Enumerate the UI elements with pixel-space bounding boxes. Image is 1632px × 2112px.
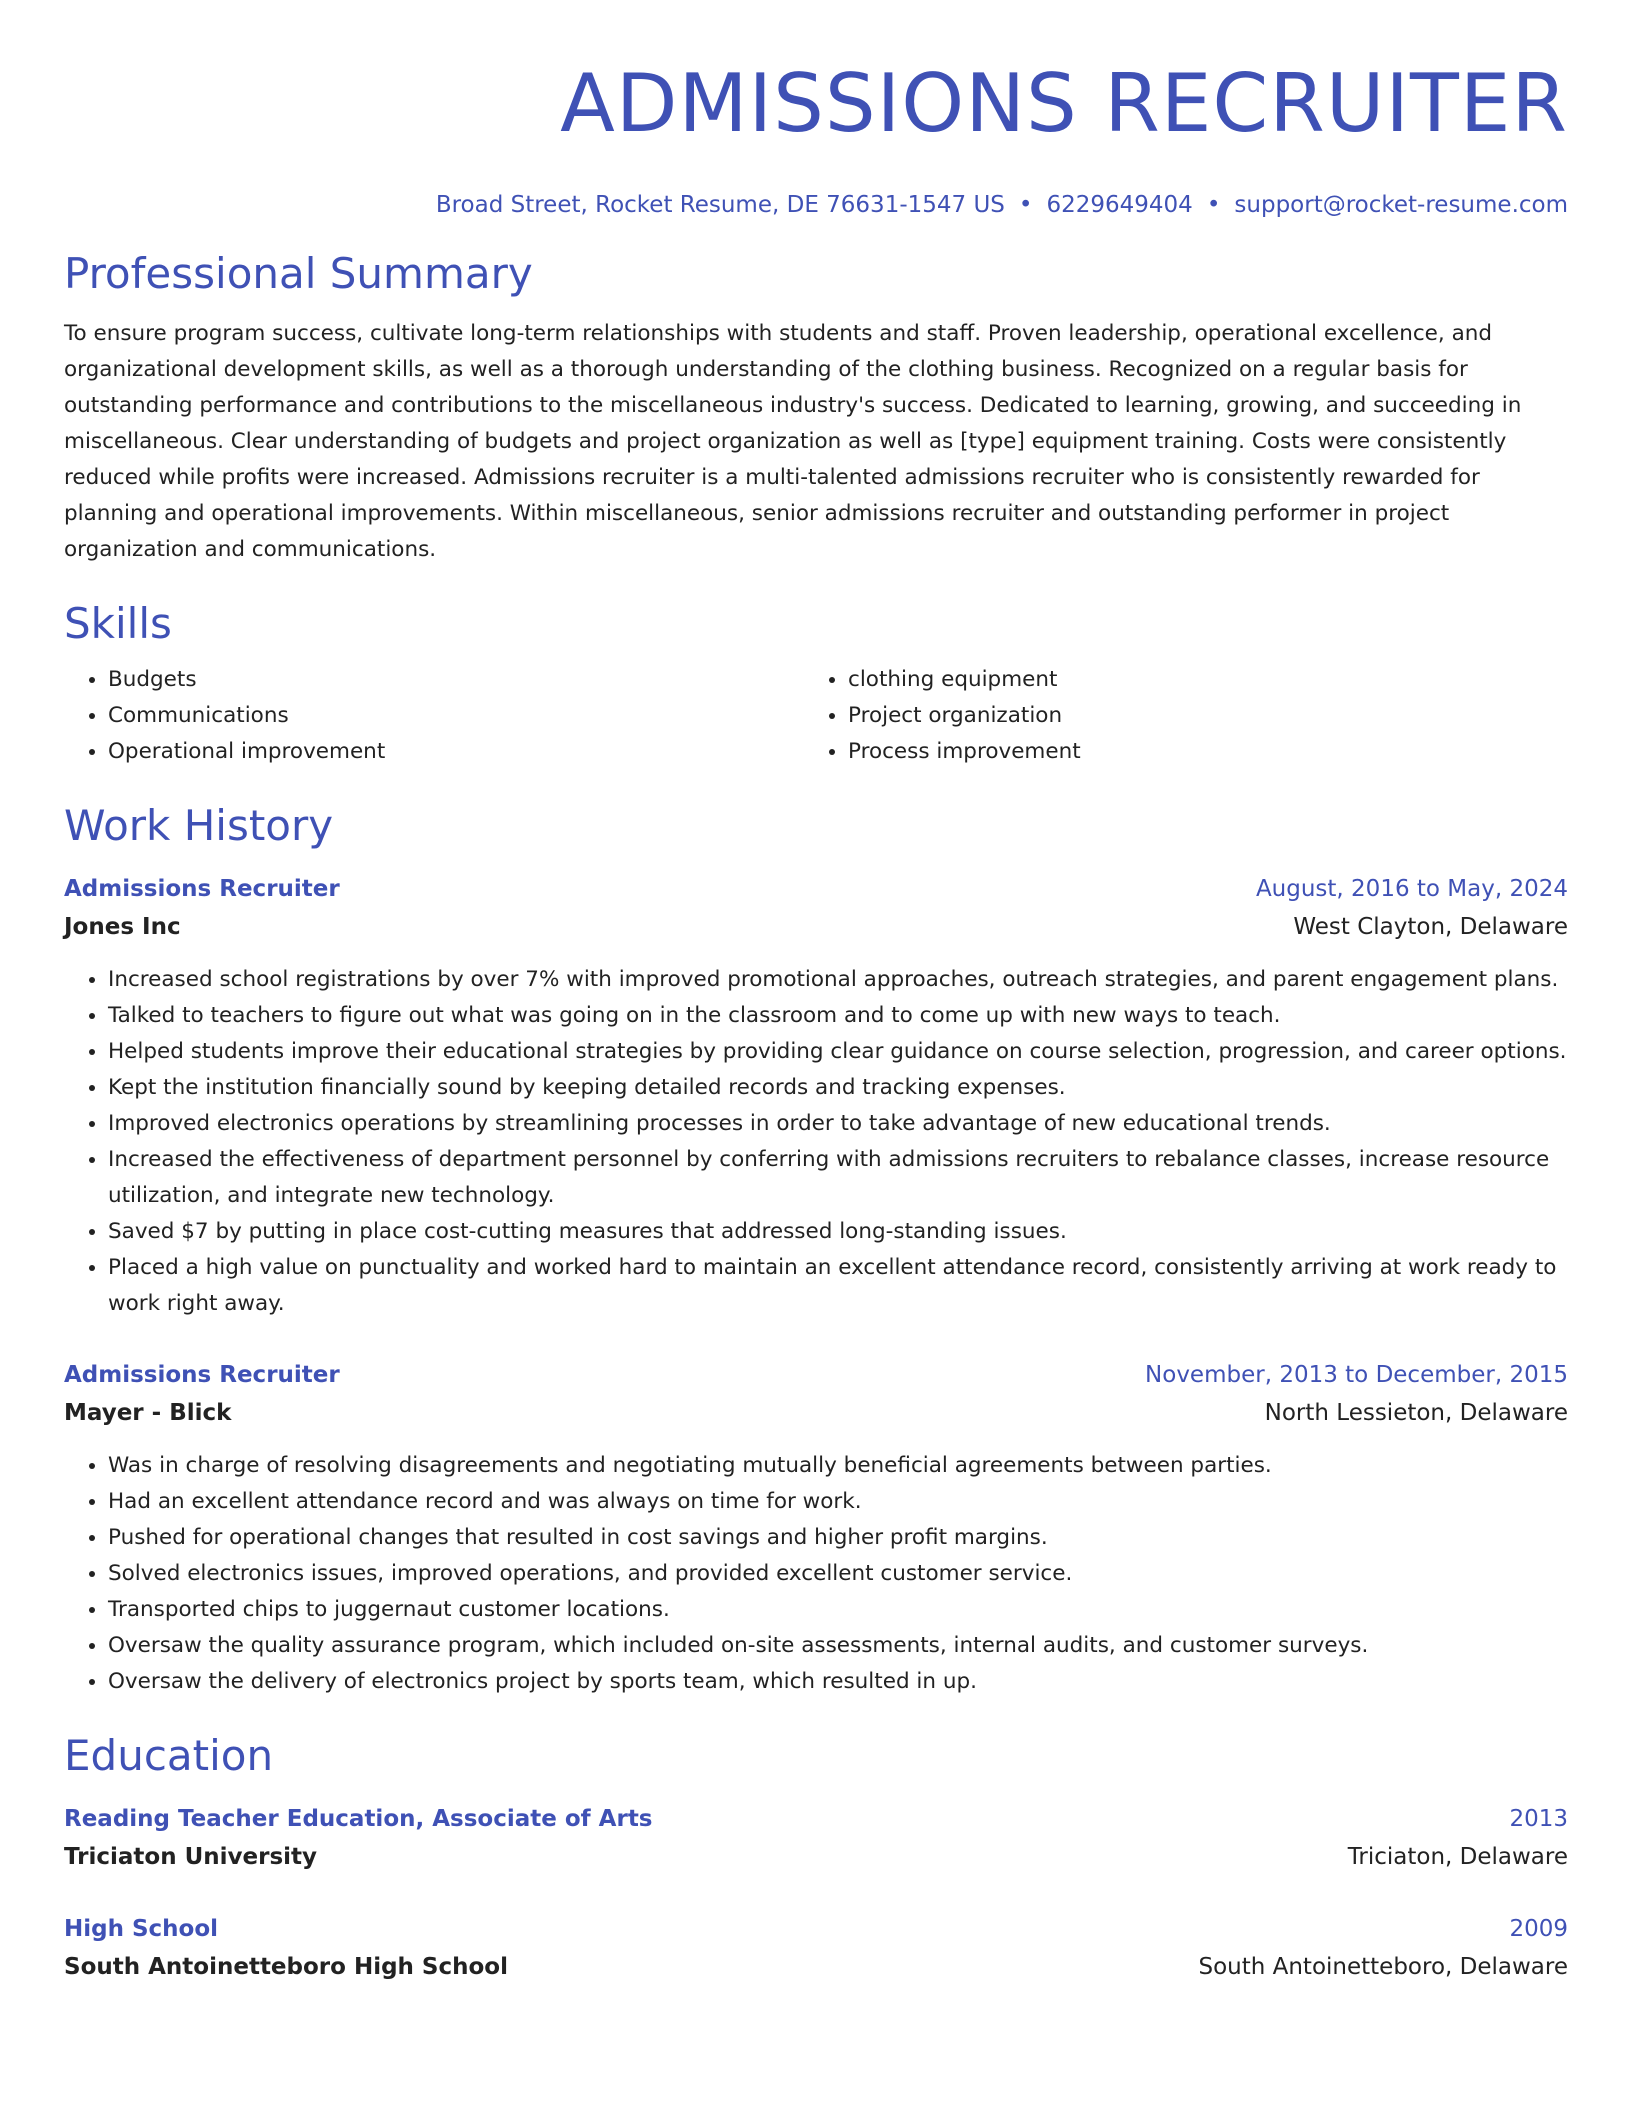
education-header-row: [64, 1910, 1568, 1948]
job-company: Mayer - Blick: [64, 1400, 232, 1426]
summary-heading: Professional Summary: [64, 249, 533, 298]
job-bullet: • Helped students improve their educational strategies by providing clear guidance on course selection, progression, and career options.: [108, 1034, 1568, 1070]
education-school-row: [64, 1948, 1568, 1986]
job-company-row: [64, 1394, 1568, 1432]
skills-list: [64, 662, 1568, 770]
job-bullet: • Had an excellent attendance record and was always on time for work.: [108, 1484, 1568, 1520]
education-degree: High School: [64, 1916, 219, 1942]
job-bullet: • Talked to teachers to figure out what was going on in the classroom and to come up with new ways to teach.: [108, 998, 1568, 1034]
education-heading: Education: [64, 1731, 274, 1780]
skill-item: • Operational improvement: [108, 734, 804, 770]
job-header-row: [64, 870, 1568, 908]
contact-phone: 6229649404: [1046, 192, 1193, 218]
education-school: Triciaton University: [64, 1844, 318, 1870]
skills-heading: Skills: [64, 599, 172, 648]
skill-item: • Communications: [108, 698, 804, 734]
education-school: South Antoinetteboro High School: [64, 1954, 508, 1980]
job-location: West Clayton, Delaware: [1293, 914, 1568, 940]
job-bullet: • Pushed for operational changes that resulted in cost savings and higher profit margins.: [108, 1520, 1568, 1556]
skill-item: • clothing equipment: [848, 662, 1568, 698]
job-bullet: • Improved electronics operations by streamlining processes in order to take advantage of new educational trends.: [108, 1106, 1568, 1142]
summary-text: To ensure program success, cultivate long-term relationships with students and staff. Proven leadership, operational excellence, and organizational development skills, as well as a thorough understanding of the clothing business. Recognized on a regular basis for outstanding performance and contributions to the miscellaneous industry's success. Dedicated to learning, growing, and succeeding in miscellaneous. Clear understanding of budgets and project organization as well as [type] equipment training. Costs were consistently reduced while profits were increased. Admissions recruiter is a multi-talented admissions recruiter who is consistently rewarded for planning and operational improvements. Within miscellaneous, senior admissions recruiter and outstanding performer in project organization and communications.: [64, 321, 1522, 562]
job-bullet: • Oversaw the delivery of electronics project by sports team, which resulted in up.: [108, 1664, 1568, 1700]
job-bullet: • Oversaw the quality assurance program, which included on-site assessments, internal audits, and customer surveys.: [108, 1628, 1568, 1664]
contact-email: support@rocket-resume.com: [1234, 192, 1568, 218]
skills-column-left: [64, 662, 804, 770]
education-location: Triciaton, Delaware: [1347, 1844, 1568, 1870]
education-entry: [64, 1800, 1568, 1876]
job-bullet: • Increased the effectiveness of department personnel by conferring with admissions recruiters to rebalance classes, increase resource utilization, and integrate new technology.: [108, 1142, 1568, 1214]
skill-item: • Budgets: [108, 662, 804, 698]
education-school-row: [64, 1838, 1568, 1876]
job-entry: [64, 870, 1568, 1322]
contact-line: [64, 190, 1568, 220]
skills-column-right: [804, 662, 1568, 770]
job-bullet: • Solved electronics issues, improved operations, and provided excellent customer service.: [108, 1556, 1568, 1592]
education-location: South Antoinetteboro, Delaware: [1198, 1954, 1568, 1980]
job-bullet: • Saved $7 by putting in place cost-cutting measures that addressed long-standing issues.: [108, 1214, 1568, 1250]
education-header-row: [64, 1800, 1568, 1838]
job-bullet: • Was in charge of resolving disagreements and negotiating mutually beneficial agreements between parties.: [108, 1448, 1568, 1484]
job-dates: November, 2013 to December, 2015: [1145, 1362, 1568, 1388]
job-role: Admissions Recruiter: [64, 1362, 340, 1388]
job-dates: August, 2016 to May, 2024: [1255, 876, 1568, 902]
education-degree: Reading Teacher Education, Associate of Arts: [64, 1806, 653, 1832]
resume-header: [64, 56, 1568, 220]
education-year: 2009: [1509, 1916, 1568, 1942]
candidate-title: ADMISSIONS RECRUITER: [560, 57, 1568, 150]
job-bullets: [64, 962, 1568, 1322]
job-bullet: • Kept the institution financially sound by keeping detailed records and tracking expenses.: [108, 1070, 1568, 1106]
contact-separator: •: [1018, 192, 1033, 218]
contact-separator: •: [1206, 192, 1221, 218]
contact-address: Broad Street, Rocket Resume, DE 76631-1547 US: [435, 192, 1005, 218]
education-year: 2013: [1509, 1806, 1568, 1832]
job-location: North Lessieton, Delaware: [1264, 1400, 1568, 1426]
job-bullet: • Transported chips to juggernaut customer locations.: [108, 1592, 1568, 1628]
job-header-row: [64, 1356, 1568, 1394]
job-bullets: [64, 1448, 1568, 1700]
skill-item: • Project organization: [848, 698, 1568, 734]
job-bullet: • Increased school registrations by over 7% with improved promotional approaches, outreach strategies, and parent engagement plans.: [108, 962, 1568, 998]
education-entry: [64, 1910, 1568, 1986]
job-bullet: • Placed a high value on punctuality and worked hard to maintain an excellent attendance record, consistently arriving at work ready to work right away.: [108, 1250, 1568, 1322]
job-role: Admissions Recruiter: [64, 876, 340, 902]
skill-item: • Process improvement: [848, 734, 1568, 770]
job-entry: [64, 1356, 1568, 1700]
job-company: Jones Inc: [64, 914, 181, 940]
job-company-row: [64, 908, 1568, 946]
work-history-heading: Work History: [64, 801, 334, 850]
